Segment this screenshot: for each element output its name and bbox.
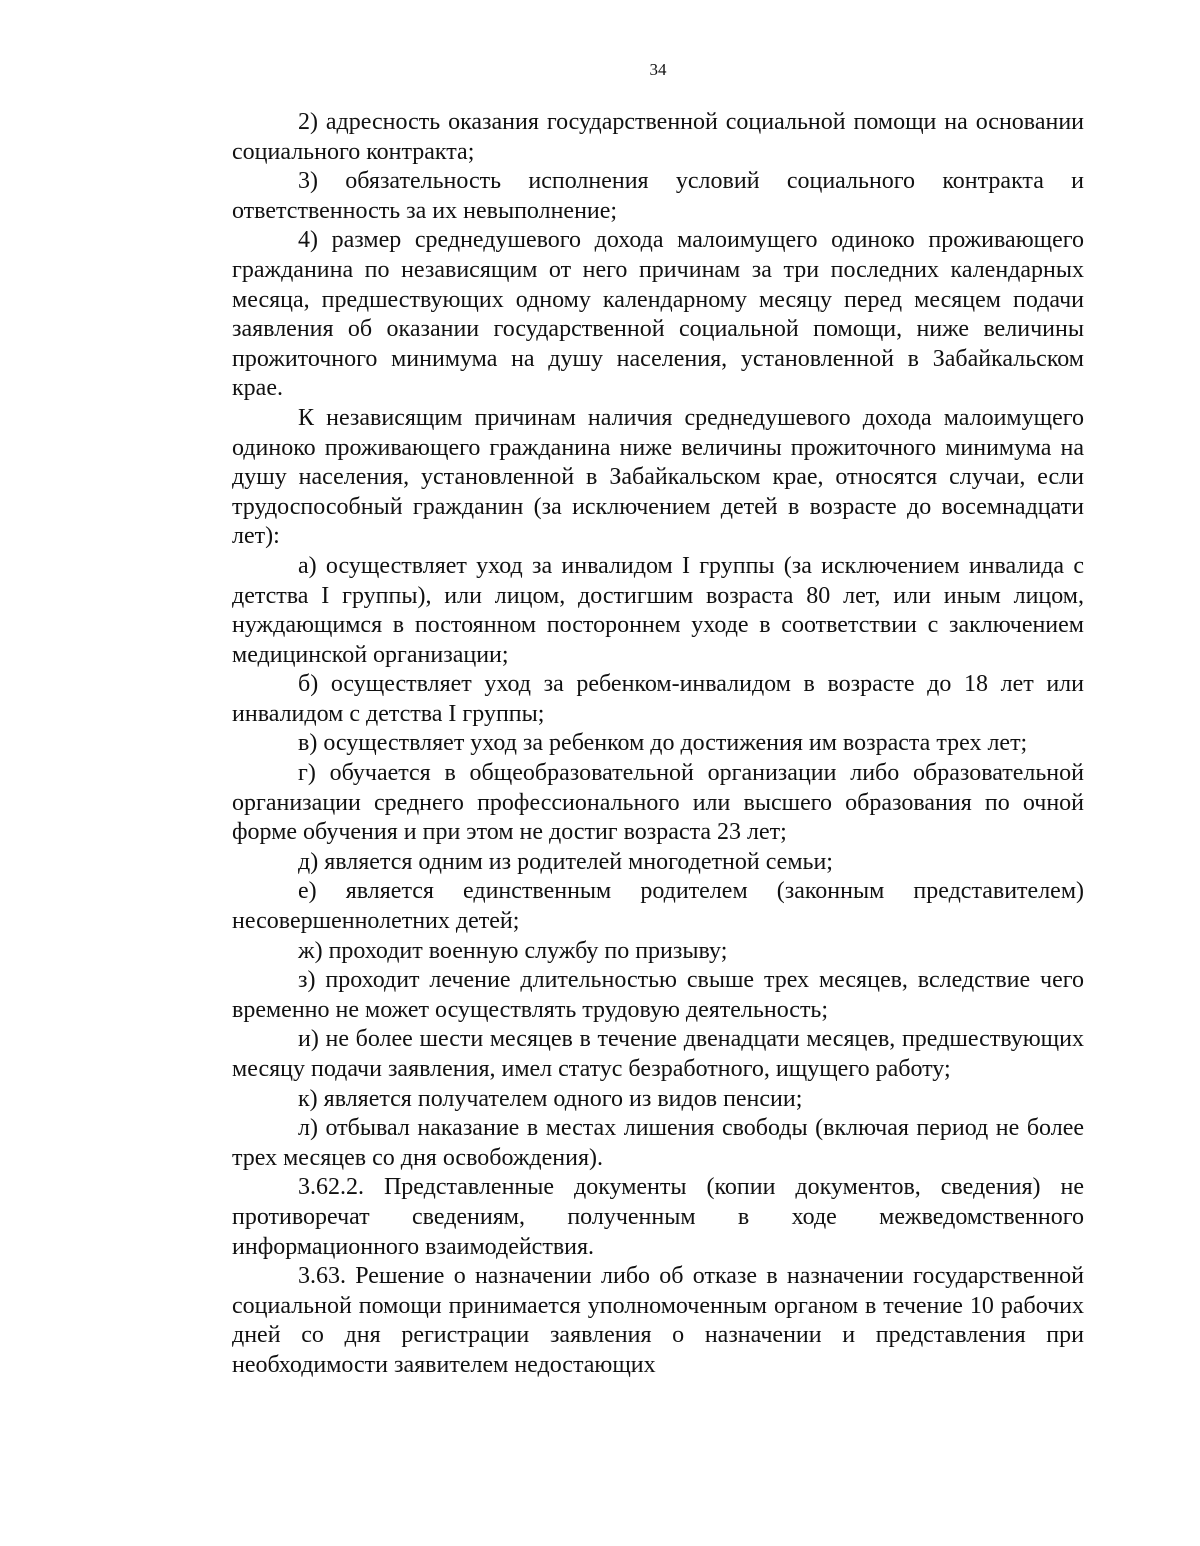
paragraph-subitem-l: л) отбывал наказание в местах лишения свободы (включая период не более трех месяцев со дня освобождения). [232,1115,1084,1171]
paragraph-section-3-62-2: 3.62.2. Представленные документы (копии документов, сведения) не противоречат сведениям, полученным в ходе межведомственного информационного взаимодействия. [232,1174,1084,1260]
paragraph-subitem-i: и) не более шести месяцев в течение двенадцати месяцев, предшествующих месяцу подачи заявления, имел статус безработного, ищущего работу; [232,1026,1084,1082]
paragraph-section-3-63: 3.63. Решение о назначении либо об отказе в назначении государственной социальной помощи принимается уполномоченным органом в течение 10 рабочих дней со дня регистрации заявления о назначении и представления при необходимости заявителем недостающих [232,1263,1084,1378]
paragraph-subitem-z: з) проходит лечение длительностью свыше трех месяцев, вследствие чего временно не может осуществлять трудовую деятельность; [232,967,1084,1023]
page-number: 34 [649,60,667,79]
paragraph-subitem-k: к) является получателем одного из видов пенсии; [298,1085,803,1112]
paragraph-subitem-zh: ж) проходит военную службу по призыву; [298,937,728,964]
paragraph-subitem-g: г) обучается в общеобразовательной организации либо образовательной организации среднего профессионального или высшего образования по очной форме обучения и при этом не достиг возраста 23 лет; [232,760,1084,846]
paragraph-item-4: 4) размер среднедушевого дохода малоимущего одиноко проживающего гражданина по независящим от него причинам за три последних календарных месяца, предшествующих одному календарному месяцу перед месяцем подачи заявления об оказании государственной социальной помощи, ниже величины прожиточного минимума на душу населения, установленной в Забайкальском крае. [232,227,1084,402]
paragraph-subitem-v: в) осуществляет уход за ребенком до достижения им возраста трех лет; [298,730,1028,757]
paragraph-subitem-a: а) осуществляет уход за инвалидом I группы (за исключением инвалида с детства I группы), или лицом, достигшим возраста 80 лет, или иным лицом, нуждающимся в постоянном постороннем уходе в соответствии с заключением медицинской организации; [232,552,1084,668]
paragraph-subitem-e: е) является единственным родителем (законным представителем) несовершеннолетних детей; [232,878,1084,935]
document-body [232,108,1084,1381]
paragraph-subitem-d: д) является одним из родителей многодетной семьи; [298,848,833,875]
paragraph-item-2: 2) адресность оказания государственной социальной помощи на основании социального контракта; [232,109,1084,165]
paragraph-item-3: 3) обязательность исполнения условий социального контракта и ответственность за их невыполнение; [232,168,1084,224]
paragraph-subitem-b: б) осуществляет уход за ребенком-инвалидом в возрасте до 18 лет или инвалидом с детства I группы; [232,671,1084,727]
paragraph-independent-reasons: К независящим причинам наличия среднедушевого дохода малоимущего одиноко проживающего гражданина ниже величины прожиточного минимума на душу населения, установленной в Забайкальском крае, относятся случаи, если трудоспособный гражданин (за исключением детей в возрасте до восемнадцати лет): [232,404,1084,550]
